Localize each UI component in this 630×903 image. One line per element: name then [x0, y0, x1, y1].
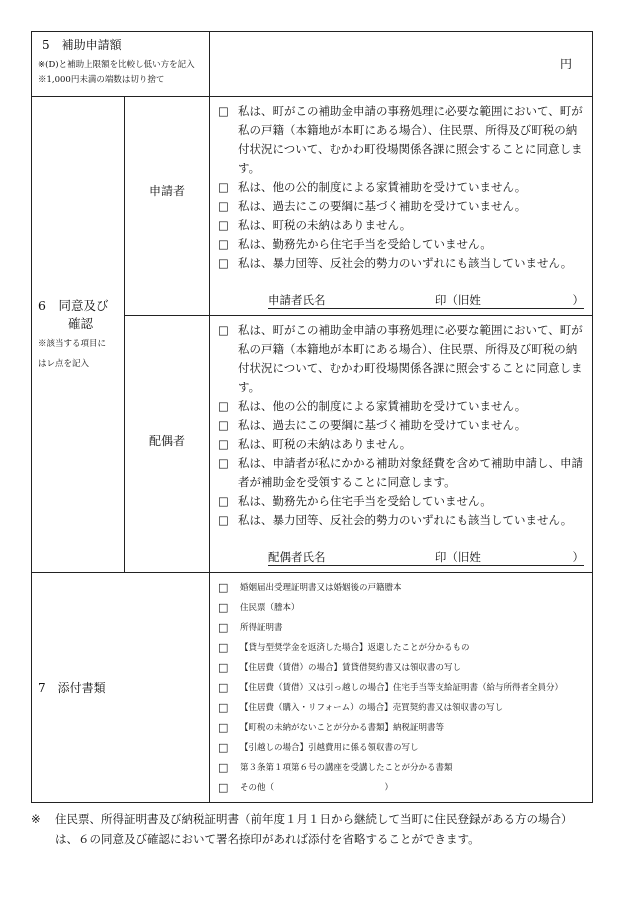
attachment-item[interactable]: □ 所得証明書	[218, 618, 588, 638]
spouse-check-item[interactable]: □ 私は、暴力団等、反社会的勢力のいずれにも該当していません。	[218, 511, 588, 530]
checkbox-icon[interactable]: □	[218, 701, 229, 714]
section6-title-2: 確認	[68, 315, 94, 331]
checkbox-icon[interactable]: □	[218, 437, 229, 451]
applicant-check-item[interactable]: □ 私は、過去にこの要綱に基づく補助を受けていません。	[218, 197, 588, 216]
checkbox-icon[interactable]: □	[218, 256, 229, 270]
applicant-seal-label: 印（旧姓	[434, 293, 481, 307]
checkbox-icon[interactable]: □	[218, 761, 229, 774]
spouse-check-item[interactable]: □ 私は、町税の未納はありません。	[218, 435, 588, 454]
applicant-signature-line[interactable]	[268, 292, 584, 309]
checkbox-icon[interactable]: □	[218, 199, 229, 213]
checkbox-icon[interactable]: □	[218, 741, 229, 754]
applicant-check-item[interactable]: □ 私は、勤務先から住宅手当を受給していません。	[218, 235, 588, 254]
spouse-name-label: 配偶者氏名	[268, 550, 326, 564]
attachment-item[interactable]: □ 【住居費（購入・リフォーム）の場合】売買契約書又は領収書の写し	[218, 698, 588, 718]
spouse-checklist	[210, 316, 593, 573]
spouse-seal-close: ）	[572, 550, 585, 564]
subsidy-amount-field[interactable]	[210, 32, 593, 97]
section7-row	[32, 573, 593, 803]
checkbox-icon[interactable]: □	[218, 494, 229, 508]
section5-row	[32, 32, 593, 97]
form-table	[31, 31, 593, 803]
attachment-item[interactable]: □ 【貸与型奨学金を返済した場合】返還したことが分かるもの	[218, 638, 588, 658]
checkbox-icon[interactable]: □	[218, 180, 229, 194]
section6-applicant-row	[32, 97, 593, 316]
applicant-name-label: 申請者氏名	[268, 293, 326, 307]
section6-note-1: ※該当する項目に	[38, 338, 107, 349]
attachment-item[interactable]: □ 【町税の未納がないことが分かる書類】納税証明書等	[218, 718, 588, 738]
checkbox-icon[interactable]: □	[218, 399, 229, 413]
applicant-check-item[interactable]: □ 私は、町がこの補助金申請の事務処理に必要な範囲において、町が私の戸籍（本籍地が本町にある場合）、住民票、所得及び町税の納付状況について、むかわ町役場関係各課に照会することに同意します。	[218, 102, 588, 178]
application-form-page	[31, 31, 592, 849]
checkbox-icon[interactable]: □	[218, 721, 229, 734]
checkbox-icon[interactable]: □	[218, 601, 229, 614]
spouse-signature-line[interactable]	[268, 549, 584, 566]
applicant-role-label: 申請者	[125, 97, 210, 316]
applicant-checklist	[210, 97, 593, 316]
section7-label: 7 添付書類	[32, 573, 210, 803]
applicant-maiden-name-blank[interactable]	[522, 292, 572, 308]
yen-unit-label: 円	[560, 57, 573, 71]
applicant-check-item[interactable]: □ 私は、他の公的制度による家賃補助を受けていません。	[218, 178, 588, 197]
attachment-item[interactable]: □ 第３条第１項第６号の講座を受講したことが分かる書類	[218, 758, 588, 778]
checkbox-icon[interactable]: □	[218, 681, 229, 694]
checkbox-icon[interactable]: □	[218, 237, 229, 251]
checkbox-icon[interactable]: □	[218, 661, 229, 674]
attachment-item[interactable]: □ 【住居費（賃借）の場合】賃貸借契約書又は領収書の写し	[218, 658, 588, 678]
spouse-check-item[interactable]: □ 私は、勤務先から住宅手当を受給していません。	[218, 492, 588, 511]
attachment-item[interactable]: □ 【引越しの場合】引越費用に係る領収書の写し	[218, 738, 588, 758]
attachment-item[interactable]: □ 婚姻届出受理証明書又は婚姻後の戸籍謄本	[218, 578, 588, 598]
checkbox-icon[interactable]: □	[218, 513, 229, 527]
attachment-item-other[interactable]: □ その他（ ）	[218, 778, 588, 798]
spouse-seal-label: 印（旧姓	[434, 550, 481, 564]
footer-note	[31, 809, 592, 849]
spouse-check-item[interactable]: □ 私は、申請者が私にかかる補助対象経費を含めて補助申請し、申請者が補助金を受領することに同意します。	[218, 454, 588, 492]
checkbox-icon[interactable]: □	[218, 456, 229, 470]
attachments-list	[210, 573, 593, 803]
checkbox-icon[interactable]: □	[218, 418, 229, 432]
spouse-check-item[interactable]: □ 私は、他の公的制度による家賃補助を受けていません。	[218, 397, 588, 416]
applicant-check-item[interactable]: □ 私は、町税の未納はありません。	[218, 216, 588, 235]
section5-note-2: ※1,000円未満の端数は切り捨て	[38, 75, 165, 85]
section5-note-1: ※(D)と補助上限額を比較し低い方を記入	[38, 60, 195, 70]
footer-note-mark: ※	[31, 812, 41, 826]
spouse-check-item[interactable]: □ 私は、町がこの補助金申請の事務処理に必要な範囲において、町が私の戸籍（本籍地が本町にある場合）、住民票、所得及び町税の納付状況について、むかわ町役場関係各課に照会することに同意します。	[218, 321, 588, 397]
section5-label-cell	[32, 32, 210, 97]
section5-title: 5 補助申請額	[42, 38, 122, 52]
spouse-maiden-name-blank[interactable]	[522, 549, 572, 565]
checkbox-icon[interactable]: □	[218, 621, 229, 634]
applicant-seal-close: ）	[572, 293, 585, 307]
section6-label-cell	[32, 97, 125, 573]
section6-title: 6 同意及び	[38, 297, 109, 313]
footer-note-text: 住民票、所得証明書及び納税証明書（前年度１月１日から継続して当町に住民登録がある方の場合）は、６の同意及び確認において署名捺印があれば添付を省略することができます。	[55, 812, 573, 846]
spouse-check-item[interactable]: □ 私は、過去にこの要綱に基づく補助を受けていません。	[218, 416, 588, 435]
checkbox-icon[interactable]: □	[218, 781, 229, 794]
checkbox-icon[interactable]: □	[218, 104, 229, 118]
checkbox-icon[interactable]: □	[218, 581, 229, 594]
attachment-item[interactable]: □ 住民票（謄本）	[218, 598, 588, 618]
checkbox-icon[interactable]: □	[218, 641, 229, 654]
attachment-item[interactable]: □ 【住居費（賃借）又は引っ越しの場合】住宅手当等支給証明書（給与所得者全員分）	[218, 678, 588, 698]
spouse-role-label: 配偶者	[125, 316, 210, 573]
applicant-check-item[interactable]: □ 私は、暴力団等、反社会的勢力のいずれにも該当していません。	[218, 254, 588, 273]
section6-note-2: はレ点を記入	[38, 358, 90, 369]
checkbox-icon[interactable]: □	[218, 323, 229, 337]
checkbox-icon[interactable]: □	[218, 218, 229, 232]
